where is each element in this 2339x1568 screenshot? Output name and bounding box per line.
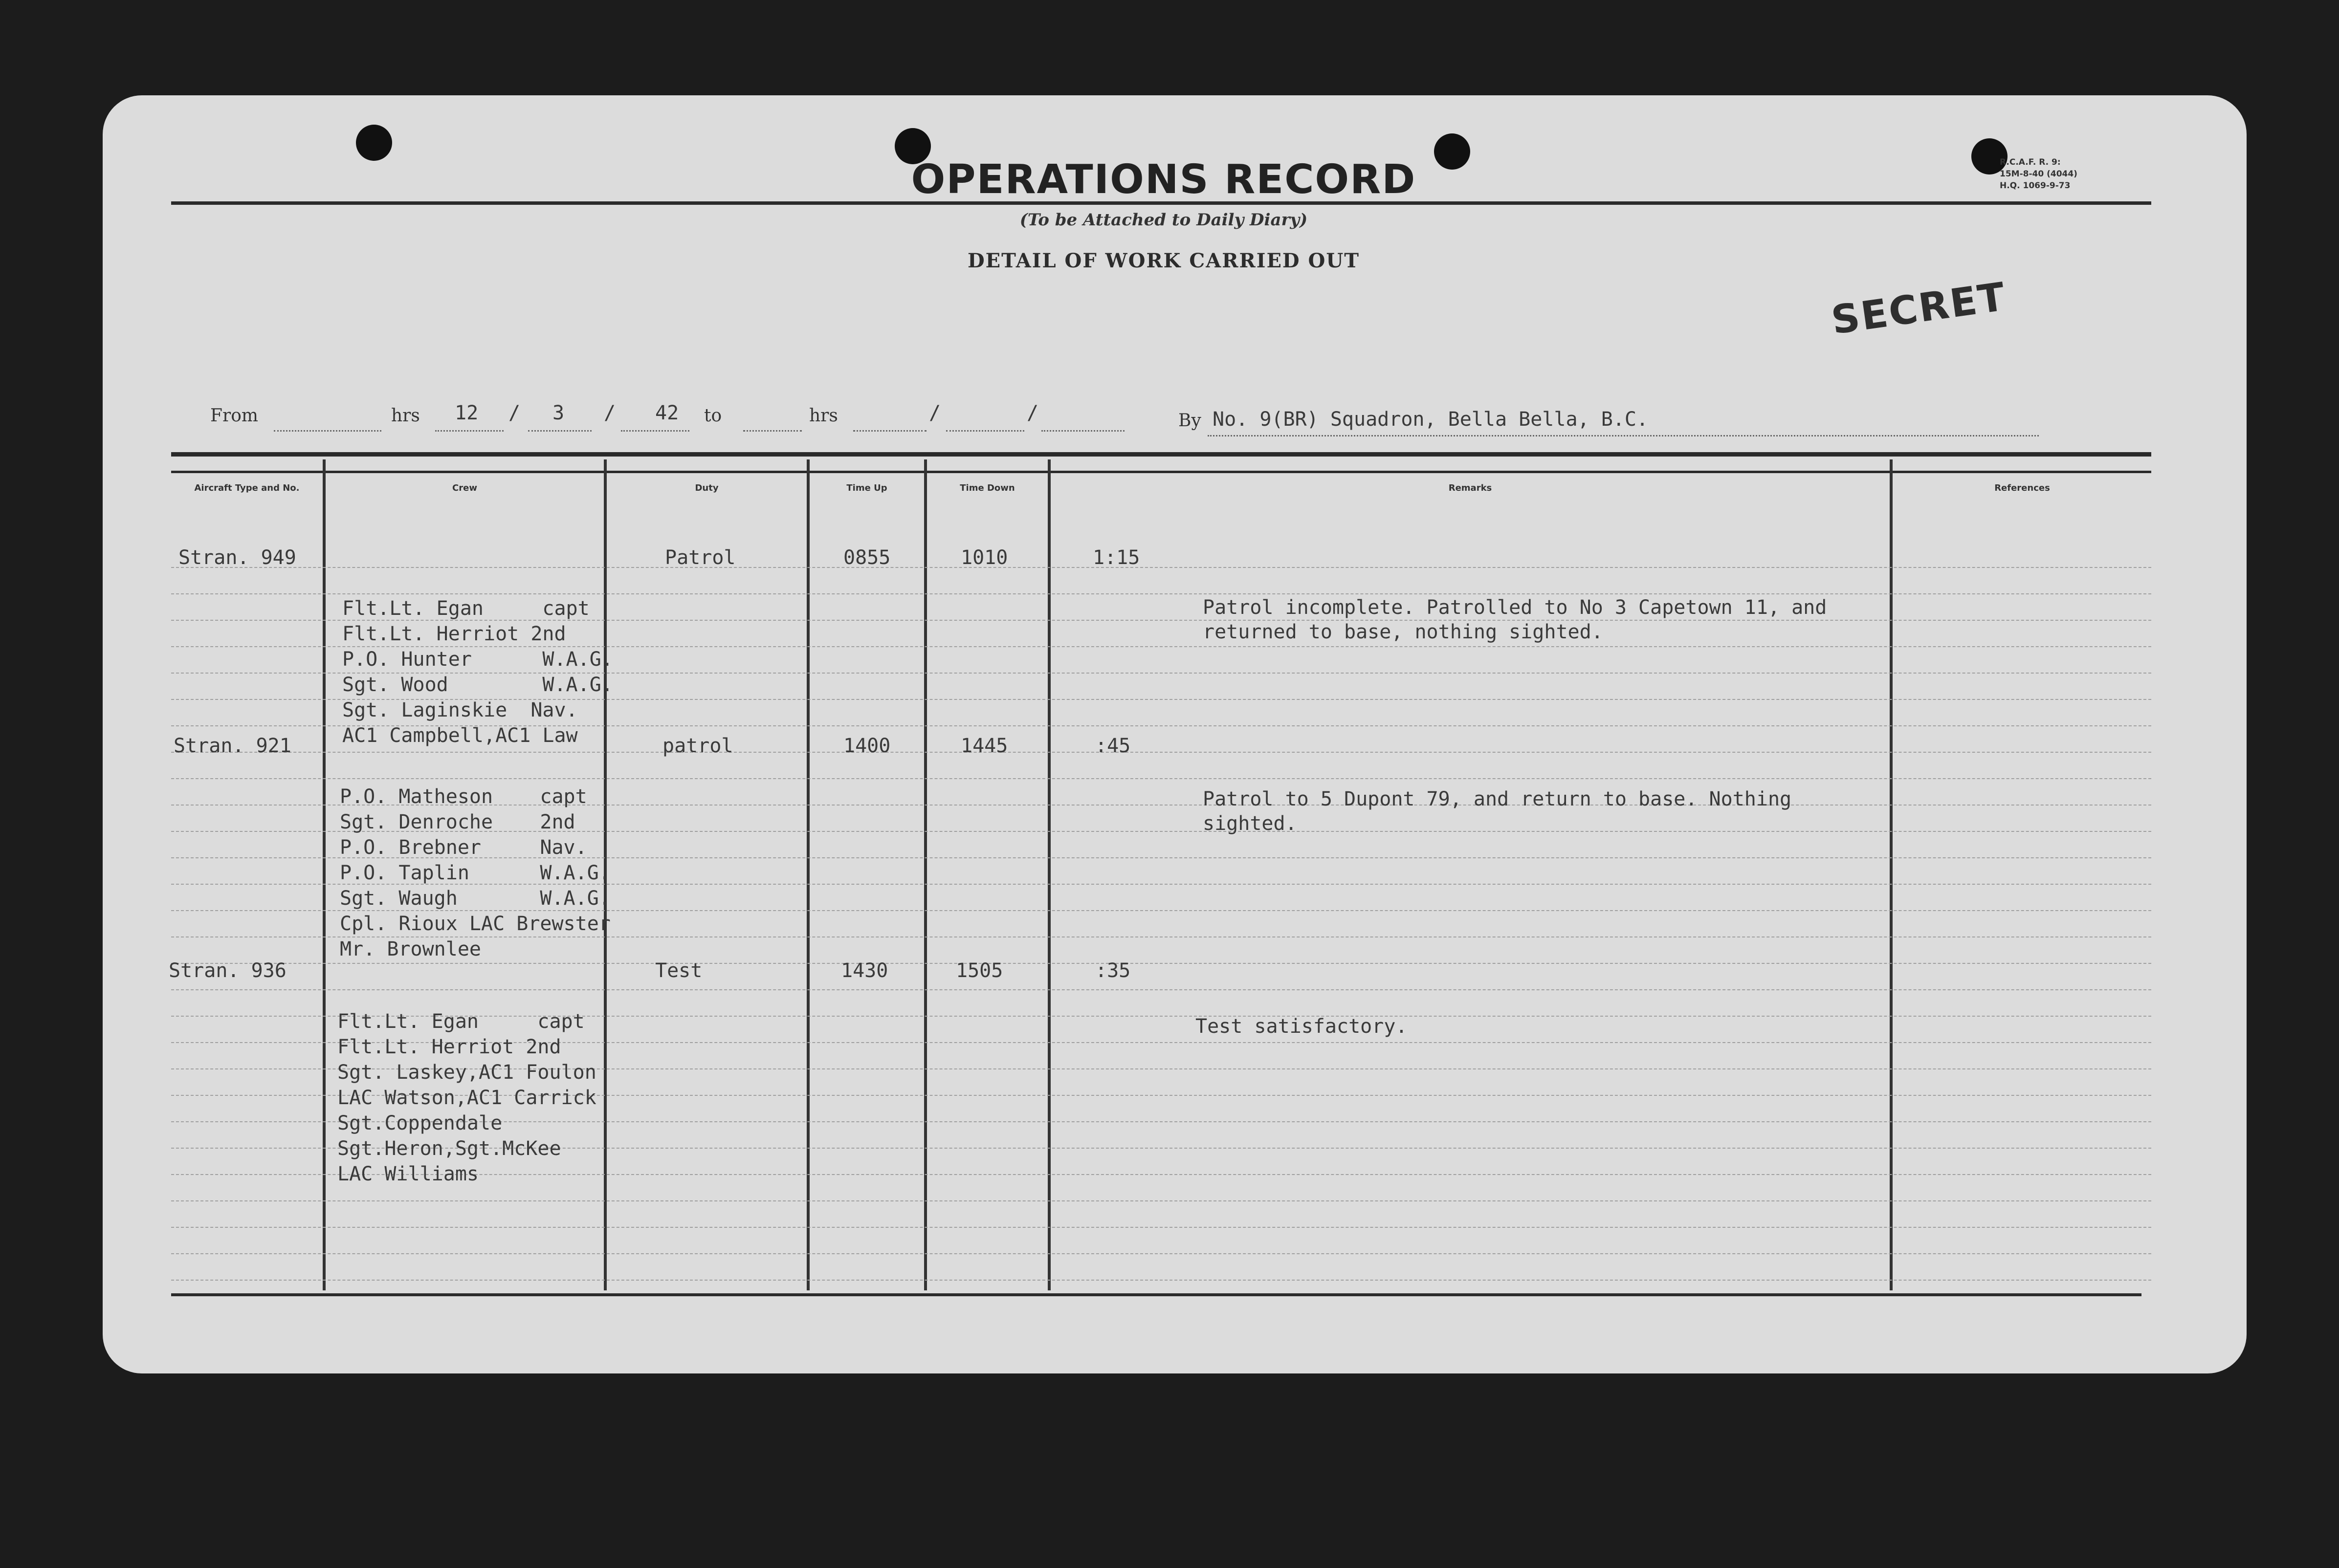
table-top-rule	[171, 452, 2151, 457]
table-bottom-rule	[171, 1293, 2141, 1296]
year-blank	[621, 430, 689, 432]
aircraft-cell: Stran. 949	[178, 546, 296, 569]
from-hrs-label: hrs	[391, 406, 420, 426]
duration-cell: 1:15	[1093, 546, 1140, 569]
to-day-blank	[853, 430, 927, 432]
to-label: to	[704, 406, 722, 426]
from-hours-blank	[274, 430, 381, 432]
column-divider	[1890, 459, 1893, 1290]
duty-cell: patrol	[662, 735, 733, 757]
time-down-cell: 1445	[961, 735, 1008, 757]
by-label: By	[1178, 411, 1201, 431]
duty-cell: Test	[655, 959, 703, 982]
time-up-cell: 1400	[843, 735, 891, 757]
form-code: R.C.A.F. R. 9: 15M-8-40 (4044) H.Q. 1069-9-73	[2000, 157, 2077, 191]
ruled-line	[171, 1280, 2151, 1281]
duty-cell: Patrol	[665, 546, 736, 569]
remarks-cell: Patrol incomplete. Patrolled to No 3 Capetown 11, and returned to base, nothing sighted.	[1203, 596, 1827, 643]
form-title: OPERATIONS RECORD	[911, 156, 1416, 203]
aircraft-cell: Stran. 921	[174, 735, 291, 757]
column-divider	[323, 459, 326, 1290]
unit-blank	[1208, 435, 2039, 436]
column-header-time-up: Time Up	[846, 483, 887, 493]
to-hrs-label: hrs	[809, 406, 838, 426]
from-day: 12	[455, 402, 479, 424]
column-divider	[1048, 459, 1051, 1290]
punch-hole	[356, 125, 392, 161]
aircraft-cell: Stran. 936	[169, 959, 287, 982]
secret-stamp: SECRET	[1829, 273, 2009, 344]
month-blank	[528, 430, 592, 432]
form-subtitle: (To be Attached to Daily Diary)	[1019, 210, 1308, 230]
crew-cell: Flt.Lt. Egan capt Flt.Lt. Herriot 2nd P.O. Hunter W.A.G. Sgt. Wood W.A.G. Sgt. Laginskie Nav. AC1 Campbell,AC1 Law	[342, 597, 613, 747]
column-divider	[807, 459, 810, 1290]
column-header-crew: Crew	[452, 483, 477, 493]
remarks-cell: Test satisfactory.	[1195, 1015, 1408, 1038]
column-header-time-down: Time Down	[960, 483, 1015, 493]
from-month: 3	[552, 402, 565, 424]
remarks-cell: Patrol to 5 Dupont 79, and return to base. Nothing sighted.	[1203, 788, 1792, 835]
to-month-blank	[946, 430, 1024, 432]
to-hours-blank	[743, 430, 802, 432]
ruled-line	[171, 1253, 2151, 1254]
crew-cell: Flt.Lt. Egan capt Flt.Lt. Herriot 2nd Sgt. Laskey,AC1 Foulon LAC Watson,AC1 Carrick Sgt.Coppendale Sgt.Heron,Sgt.McKee LAC Williams	[337, 1010, 596, 1185]
time-up-cell: 1430	[841, 959, 888, 982]
form-detail-heading: DETAIL OF WORK CARRIED OUT	[967, 249, 1360, 272]
column-header-aircraft: Aircraft Type and No.	[194, 483, 300, 493]
time-up-cell: 0855	[843, 546, 891, 569]
time-down-cell: 1505	[956, 959, 1003, 982]
duration-cell: :35	[1095, 959, 1131, 982]
to-year-blank	[1041, 430, 1125, 432]
day-blank	[435, 430, 504, 432]
from-year: 42	[655, 402, 679, 424]
column-header-duty: Duty	[695, 483, 719, 493]
time-down-cell: 1010	[961, 546, 1008, 569]
column-divider	[924, 459, 927, 1290]
crew-cell: P.O. Matheson capt Sgt. Denroche 2nd P.O. Brebner Nav. P.O. Taplin W.A.G. Sgt. Waugh W.A.G. Cpl. Rioux LAC Brewster Mr. Brownlee	[340, 785, 611, 960]
column-header-references: References	[1994, 483, 2050, 493]
table-second-rule	[171, 471, 2151, 473]
duration-cell: :45	[1095, 735, 1131, 757]
squadron-unit: No. 9(BR) Squadron, Bella Bella, B.C.	[1213, 408, 1649, 431]
column-header-remarks: Remarks	[1448, 483, 1492, 493]
from-label: From	[210, 406, 258, 426]
